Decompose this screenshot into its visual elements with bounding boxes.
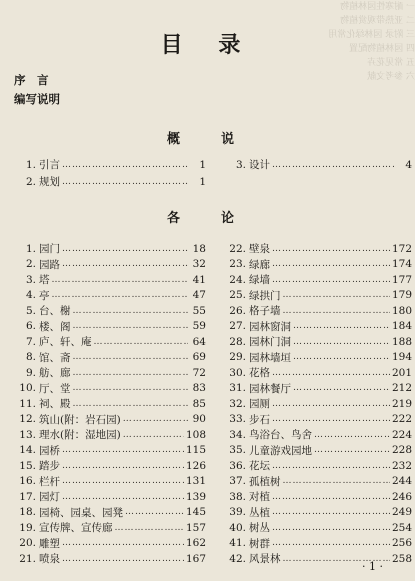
entry-number: 1. — [25, 158, 36, 171]
toc-entry[interactable] — [226, 474, 412, 489]
entry-title: 厅、堂 — [39, 382, 71, 395]
leader-dots — [73, 368, 189, 378]
toc-entry[interactable] — [16, 489, 206, 504]
entry-title: 台、榭 — [39, 305, 71, 317]
leader-dots — [62, 445, 184, 455]
toc-entry[interactable] — [16, 303, 206, 318]
entry-title: 园灯 — [39, 491, 60, 503]
entry-title: 雕塑 — [39, 537, 60, 550]
entry-title: 格子墙 — [249, 305, 281, 317]
entry-page: 47 — [192, 289, 206, 301]
entry-number: 17. — [19, 490, 36, 503]
entry-number: 40. — [229, 521, 246, 534]
entry-number: 4. — [25, 289, 36, 301]
leader-dots — [272, 538, 390, 548]
entry-title: 引言 — [39, 159, 60, 171]
entry-page: 69 — [192, 351, 206, 363]
leader-dots — [62, 476, 184, 486]
leader-dots — [73, 306, 189, 316]
toc-entry[interactable] — [226, 489, 412, 504]
toc-entry[interactable] — [226, 157, 412, 172]
entry-page: 59 — [192, 320, 206, 332]
entry-number: 36. — [229, 459, 246, 472]
entry-page: 201 — [391, 366, 412, 379]
entry-number: 37. — [229, 475, 246, 487]
entry-number: 18. — [19, 506, 36, 518]
leader-dots — [314, 430, 390, 440]
leader-dots — [125, 507, 184, 517]
toc-entry[interactable] — [16, 412, 206, 427]
leader-dots — [73, 352, 189, 362]
leader-dots — [62, 259, 188, 269]
leader-dots — [272, 492, 390, 502]
entry-number: 19. — [19, 521, 36, 534]
toc-entry[interactable] — [226, 241, 412, 256]
entry-title: 对植 — [249, 491, 270, 503]
section-heading-topics: 各 论 — [166, 211, 248, 226]
entry-page: 188 — [391, 335, 412, 348]
entry-number: 11. — [19, 397, 36, 410]
entry-number: 29. — [229, 351, 246, 363]
leader-dots — [62, 538, 184, 548]
leader-dots — [272, 399, 390, 409]
bleed-through-text: 一 耐寒性园林植物 二 亚热带观赏植物 三 附录 园林绿化常用 四 园林植物配置 五 常见花卉 六 参考文献 — [328, 2, 415, 82]
toc-entry[interactable] — [16, 241, 206, 256]
entry-page: 249 — [391, 506, 412, 518]
toc-entry[interactable] — [226, 520, 412, 535]
entry-page: 126 — [185, 459, 206, 472]
entry-number: 21. — [19, 552, 36, 565]
entry-title: 规划 — [39, 176, 60, 188]
toc-entry[interactable] — [16, 381, 206, 396]
leader-dots — [272, 461, 390, 471]
toc-entry[interactable] — [16, 157, 206, 172]
entry-page: 244 — [391, 475, 412, 487]
leader-dots — [272, 414, 390, 424]
toc-entry[interactable] — [226, 257, 412, 272]
entry-page: 115 — [185, 444, 206, 456]
entry-title: 丛植 — [249, 506, 270, 519]
toc-entry[interactable] — [16, 350, 206, 365]
entry-title: 庐、轩、庵 — [39, 336, 92, 348]
entry-number: 22. — [229, 242, 246, 255]
entry-title: 园门 — [39, 243, 60, 255]
entry-number: 26. — [229, 304, 246, 317]
toc-entry[interactable] — [16, 458, 206, 473]
entry-title: 儿童游戏园地 — [249, 444, 312, 457]
entry-number: 16. — [19, 475, 36, 487]
toc-entry[interactable] — [16, 551, 206, 566]
entry-number: 7. — [25, 335, 36, 348]
toc-entry[interactable] — [226, 365, 412, 380]
toc-entry[interactable] — [226, 412, 412, 427]
toc-entry[interactable] — [16, 365, 206, 380]
entry-title: 风景林 — [249, 553, 281, 565]
toc-entry[interactable] — [226, 536, 412, 551]
entry-page: 212 — [391, 382, 412, 394]
entry-title: 花格 — [249, 367, 270, 379]
entry-title: 园厕 — [249, 398, 270, 410]
leader-dots — [283, 306, 390, 316]
leader-dots — [272, 507, 390, 517]
toc-entry[interactable] — [16, 288, 206, 303]
leader-dots — [272, 368, 390, 378]
entry-page: 162 — [185, 537, 206, 549]
entry-page: 139 — [185, 490, 206, 503]
entry-number: 3. — [235, 158, 246, 171]
entry-page: 131 — [185, 475, 206, 487]
entry-title: 理水(附：湿地园) — [39, 429, 121, 441]
leader-dots — [123, 414, 188, 424]
entry-number: 5. — [25, 304, 36, 317]
leader-dots — [293, 337, 390, 347]
entry-page: 254 — [391, 521, 412, 534]
entry-number: 33. — [229, 413, 246, 425]
entry-number: 25. — [229, 289, 246, 301]
entry-title: 壁泉 — [249, 243, 270, 255]
leader-dots — [272, 259, 390, 269]
leader-dots — [62, 160, 188, 170]
leader-dots — [62, 461, 184, 471]
toc-entry[interactable] — [226, 551, 412, 566]
entry-number: 27. — [229, 320, 246, 332]
entry-page: 179 — [391, 289, 412, 301]
toc-entry[interactable] — [16, 174, 206, 189]
toc-entry[interactable] — [226, 288, 412, 303]
entry-title: 舫、廊 — [39, 367, 71, 379]
leader-dots — [293, 352, 390, 362]
entry-page: 85 — [192, 397, 206, 410]
leader-dots — [293, 383, 390, 393]
entry-number: 23. — [229, 258, 246, 270]
entry-title: 孤植树 — [249, 475, 281, 488]
leader-dots — [73, 399, 189, 409]
toc-entry[interactable] — [226, 396, 412, 411]
toc-entry[interactable] — [16, 319, 206, 334]
entry-title: 楼、阁 — [39, 320, 71, 333]
leader-dots — [283, 476, 390, 486]
entry-page: 194 — [391, 351, 412, 363]
entry-title: 塔 — [39, 274, 50, 286]
entry-number: 31. — [229, 382, 246, 394]
entry-page: 32 — [192, 258, 206, 270]
entry-number: 24. — [229, 273, 246, 286]
entry-number: 35. — [229, 444, 246, 456]
entry-title: 树丛 — [249, 522, 270, 534]
entry-title: 踏步 — [39, 460, 60, 472]
entry-title: 步石 — [249, 413, 270, 426]
entry-number: 20. — [19, 537, 36, 549]
front-matter-editorial-notes[interactable]: 编写说明 — [14, 92, 60, 106]
toc-entry[interactable] — [226, 303, 412, 318]
entry-title: 园桥 — [39, 444, 60, 457]
entry-page: 167 — [185, 552, 206, 565]
toc-entry[interactable] — [226, 319, 412, 334]
entry-number: 41. — [229, 537, 246, 549]
entry-page: 232 — [391, 459, 412, 472]
entry-title: 栏杆 — [39, 475, 60, 488]
entry-number: 39. — [229, 506, 246, 518]
entry-page: 172 — [391, 242, 412, 255]
entry-number: 15. — [19, 459, 36, 472]
toc-entry[interactable] — [226, 427, 412, 442]
entry-number: 9. — [25, 366, 36, 379]
entry-page: 145 — [185, 506, 206, 518]
entry-number: 28. — [229, 335, 246, 348]
entry-page: 246 — [391, 490, 412, 503]
leader-dots — [314, 445, 390, 455]
leader-dots — [272, 275, 390, 285]
entry-title: 鸟浴台、鸟舍 — [249, 429, 312, 441]
entry-page: 108 — [185, 428, 206, 441]
leader-dots — [272, 523, 390, 533]
toc-entry[interactable] — [16, 334, 206, 349]
entry-page: 228 — [391, 444, 412, 456]
entry-title: 宣传牌、宣传廊 — [39, 522, 113, 534]
entry-page: 180 — [391, 304, 412, 317]
entry-page: 219 — [391, 397, 412, 410]
entry-page: 55 — [192, 304, 206, 317]
toc-entry[interactable] — [226, 458, 412, 473]
entry-page: 72 — [192, 366, 206, 379]
leader-dots — [293, 321, 390, 331]
entry-title: 园路 — [39, 258, 60, 271]
leader-dots — [52, 275, 189, 285]
leader-dots — [272, 244, 390, 254]
entry-title: 树群 — [249, 537, 270, 550]
toc-entry[interactable] — [226, 443, 412, 458]
toc-entry[interactable] — [16, 505, 206, 520]
leader-dots — [115, 523, 184, 533]
leader-dots — [62, 554, 184, 564]
entry-title: 绿廊 — [249, 258, 270, 271]
toc-entry[interactable] — [16, 396, 206, 411]
page-number: · 1 · — [362, 560, 383, 573]
leader-dots — [94, 337, 189, 347]
entry-number: 12. — [19, 413, 36, 425]
entry-number: 38. — [229, 490, 246, 503]
entry-number: 13. — [19, 428, 36, 441]
toc-entry[interactable] — [16, 272, 206, 287]
entry-title: 园林门洞 — [249, 336, 291, 348]
toc-entry[interactable] — [226, 350, 412, 365]
entry-page: 1 — [199, 175, 206, 188]
toc-entry[interactable] — [16, 474, 206, 489]
toc-entry[interactable] — [16, 257, 206, 272]
entry-number: 10. — [19, 382, 36, 394]
toc-entry[interactable] — [16, 520, 206, 535]
leader-dots — [272, 160, 394, 170]
entry-title: 喷泉 — [39, 553, 60, 565]
entry-title: 馆、斋 — [39, 351, 71, 364]
entry-page: 90 — [192, 413, 206, 425]
entry-number: 8. — [25, 351, 36, 363]
toc-entry[interactable] — [16, 536, 206, 551]
entry-title: 绿墙 — [249, 274, 270, 286]
entry-page: 157 — [185, 521, 206, 534]
entry-number: 14. — [19, 444, 36, 456]
section-heading-overview: 概 说 — [166, 132, 248, 147]
entry-title: 园林窗洞 — [249, 320, 291, 333]
entry-number: 42. — [229, 552, 246, 565]
entry-number: 1. — [25, 242, 36, 255]
leader-dots — [62, 177, 188, 187]
entry-title: 亭 — [39, 289, 50, 302]
leader-dots — [62, 492, 184, 502]
entry-number: 3. — [25, 273, 36, 286]
entry-page: 224 — [391, 428, 412, 441]
toc-entry[interactable] — [226, 505, 412, 520]
page-title: 目 录 — [160, 32, 255, 58]
entry-title: 绿拱门 — [249, 289, 281, 302]
entry-title: 园椅、园桌、园凳 — [39, 506, 123, 519]
toc-entry[interactable] — [16, 427, 206, 442]
entry-page: 64 — [192, 335, 206, 348]
entry-number: 34. — [229, 428, 246, 441]
entry-number: 30. — [229, 366, 246, 379]
entry-title: 筑山(附：岩石园) — [39, 413, 121, 426]
leader-dots — [73, 383, 189, 393]
entry-title: 园林餐厅 — [249, 382, 291, 395]
toc-entry[interactable] — [226, 272, 412, 287]
entry-title: 园林墙垣 — [249, 351, 291, 364]
entry-page: 184 — [391, 320, 412, 332]
entry-page: 18 — [192, 242, 206, 255]
entry-page: 1 — [199, 158, 206, 171]
toc-entry[interactable] — [226, 381, 412, 396]
entry-page: 174 — [391, 258, 412, 270]
toc-entry[interactable] — [16, 443, 206, 458]
leader-dots — [52, 290, 189, 300]
entry-page: 4 — [405, 158, 412, 171]
entry-page: 83 — [192, 382, 206, 394]
entry-title: 祠、殿 — [39, 398, 71, 410]
entry-number: 6. — [25, 320, 36, 332]
entry-page: 41 — [192, 273, 206, 286]
leader-dots — [73, 321, 189, 331]
entry-page: 177 — [391, 273, 412, 286]
leader-dots — [283, 290, 390, 300]
entry-page: 258 — [391, 552, 412, 565]
entry-page: 256 — [391, 537, 412, 549]
toc-entry[interactable] — [226, 334, 412, 349]
leader-dots — [62, 244, 188, 254]
entry-title: 设计 — [249, 159, 270, 171]
entry-number: 32. — [229, 397, 246, 410]
leader-dots — [123, 430, 184, 440]
entry-number: 2. — [25, 258, 36, 270]
entry-page: 222 — [391, 413, 412, 425]
entry-title: 花坛 — [249, 460, 270, 472]
entry-number: 2. — [25, 175, 36, 188]
front-matter-preface[interactable]: 序 言 — [14, 73, 49, 87]
